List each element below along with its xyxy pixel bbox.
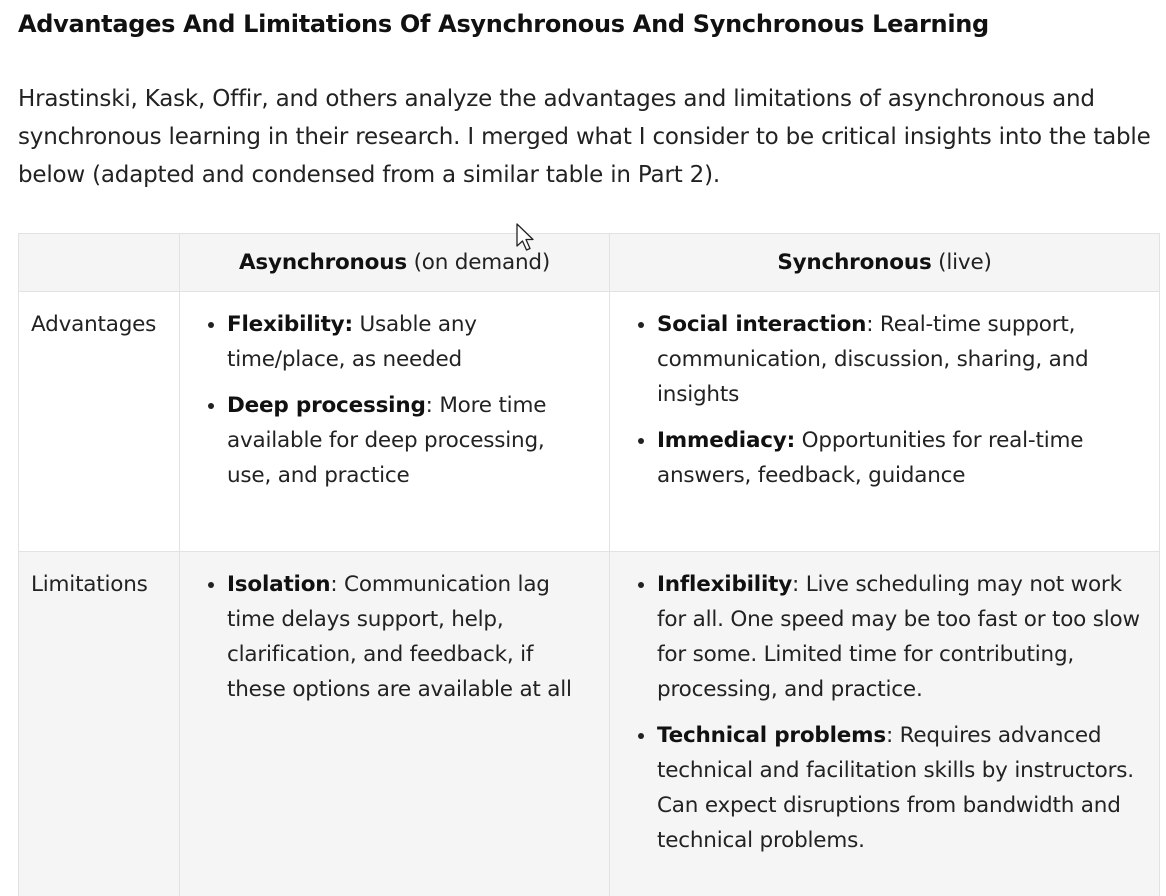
list-item bbox=[227, 307, 591, 377]
mouse-pointer-icon bbox=[516, 223, 536, 253]
point-term: Technical problems bbox=[657, 723, 886, 748]
point-term: Isolation bbox=[227, 572, 331, 597]
list-item bbox=[657, 718, 1141, 858]
table-header-row bbox=[19, 234, 1160, 292]
comparison-table bbox=[18, 233, 1160, 896]
point-text: Usable any time/place, as needed bbox=[227, 312, 477, 372]
header-synchronous-note: (live) bbox=[931, 250, 992, 275]
point-term: Deep processing bbox=[227, 393, 426, 418]
header-corner-cell bbox=[19, 234, 180, 292]
header-synchronous bbox=[610, 234, 1160, 292]
article-title: Advantages And Limitations Of Asynchronous And Synchronous Learning bbox=[18, 10, 989, 38]
point-term: Inflexibility bbox=[657, 572, 793, 597]
point-text: : Live scheduling may not work for all. One speed may be too fast or too slow for some. Limited time for contributing, processing, and practice. bbox=[657, 572, 1140, 702]
limitations-synchronous-cell bbox=[610, 552, 1160, 896]
point-term: Flexibility: bbox=[227, 312, 353, 337]
point-text: : Real-time support, communication, discussion, sharing, and insights bbox=[657, 312, 1089, 407]
point-term: Social interaction bbox=[657, 312, 867, 337]
table-row-limitations bbox=[19, 552, 1160, 896]
advantages-asynchronous-cell bbox=[180, 292, 610, 552]
point-text: Opportunities for real-time answers, feedback, guidance bbox=[657, 428, 1084, 488]
list-item bbox=[227, 388, 591, 493]
point-text: : Requires advanced technical and facilitation skills by instructors. Can expect disruptions from bandwidth and technical problems. bbox=[657, 723, 1134, 853]
point-text: : More time available for deep processing, use, and practice bbox=[227, 393, 547, 488]
row-label-advantages: Advantages bbox=[19, 292, 180, 552]
header-asynchronous-bold: Asynchronous bbox=[238, 250, 407, 275]
list-item bbox=[657, 423, 1141, 493]
header-synchronous-bold: Synchronous bbox=[777, 250, 932, 275]
intro-paragraph: Hrastinski, Kask, Offir, and others analyze the advantages and limitations of asynchronous and synchronous learning in their research. I merged what I consider to be critical insights into the table below (adapted and condensed from a similar table in Part 2). bbox=[18, 86, 1151, 188]
limitations-asynchronous-cell bbox=[180, 552, 610, 896]
advantages-synchronous-cell bbox=[610, 292, 1160, 552]
table-row-advantages bbox=[19, 292, 1160, 552]
header-asynchronous-note: (on demand) bbox=[406, 250, 551, 275]
header-asynchronous bbox=[180, 234, 610, 292]
point-text: : Communication lag time delays support, help, clarification, and feedback, if these options are available at all bbox=[227, 572, 572, 702]
list-item bbox=[657, 567, 1141, 707]
list-item bbox=[657, 307, 1141, 412]
point-term: Immediacy: bbox=[657, 428, 796, 453]
list-item bbox=[227, 567, 591, 707]
row-label-limitations: Limitations bbox=[19, 552, 180, 896]
